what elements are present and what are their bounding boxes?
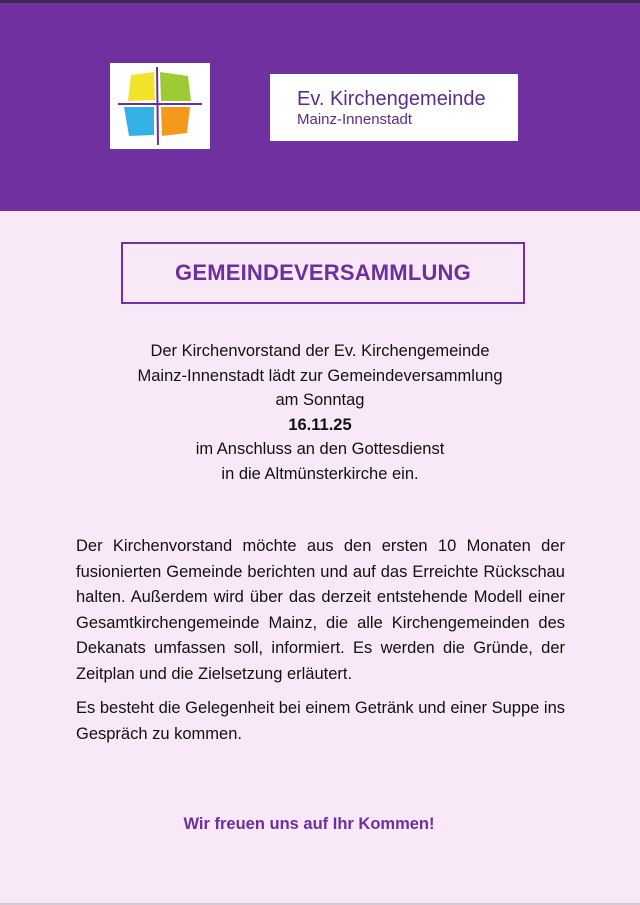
organization-location: Mainz-Innenstadt	[297, 111, 413, 128]
invitation-line: im Anschluss an den Gottesdienst	[195, 440, 445, 458]
cross-quadrants-logo-icon	[110, 63, 210, 149]
header-banner	[0, 3, 640, 211]
body-text	[76, 534, 565, 747]
invitation-line: am Sonntag	[275, 391, 365, 409]
body-paragraph: Der Kirchenvorstand möchte aus den ersten 10 Monaten der fusionierten Gemeinde berichten und auf das Erreichte Rückschau halten. Außerdem wird über das derzeit entstehende Modell einer Gesamtkirchengemeinde Mainz, die alle Kirchengemeinden des Dekanats umfassen soll, informiert. Es werden die Gründe, der Zeitplan und die Zielsetzung erläutert.	[76, 537, 565, 683]
closing-line: Wir freuen uns auf Ihr Kommen!	[183, 815, 435, 833]
organization-name: Ev. Kirchengemeinde	[297, 88, 486, 110]
headline-box	[121, 242, 525, 304]
page-title: GEMEINDEVERSAMMLUNG	[175, 260, 471, 285]
invitation-block	[60, 339, 580, 486]
invitation-line: in die Altmünsterkirche ein.	[221, 464, 419, 483]
invitation-line: Mainz-Innenstadt lädt zur Gemeindeversammlung	[137, 366, 503, 385]
invitation-line: Der Kirchenvorstand der Ev. Kirchengemeinde	[150, 342, 490, 360]
church-logo	[110, 63, 210, 149]
meeting-date: 16.11.25	[288, 415, 352, 434]
organization-name-box	[270, 74, 518, 141]
body-paragraph: Es besteht die Gelegenheit bei einem Getränk und einer Suppe ins Gespräch zu kommen.	[76, 699, 565, 743]
